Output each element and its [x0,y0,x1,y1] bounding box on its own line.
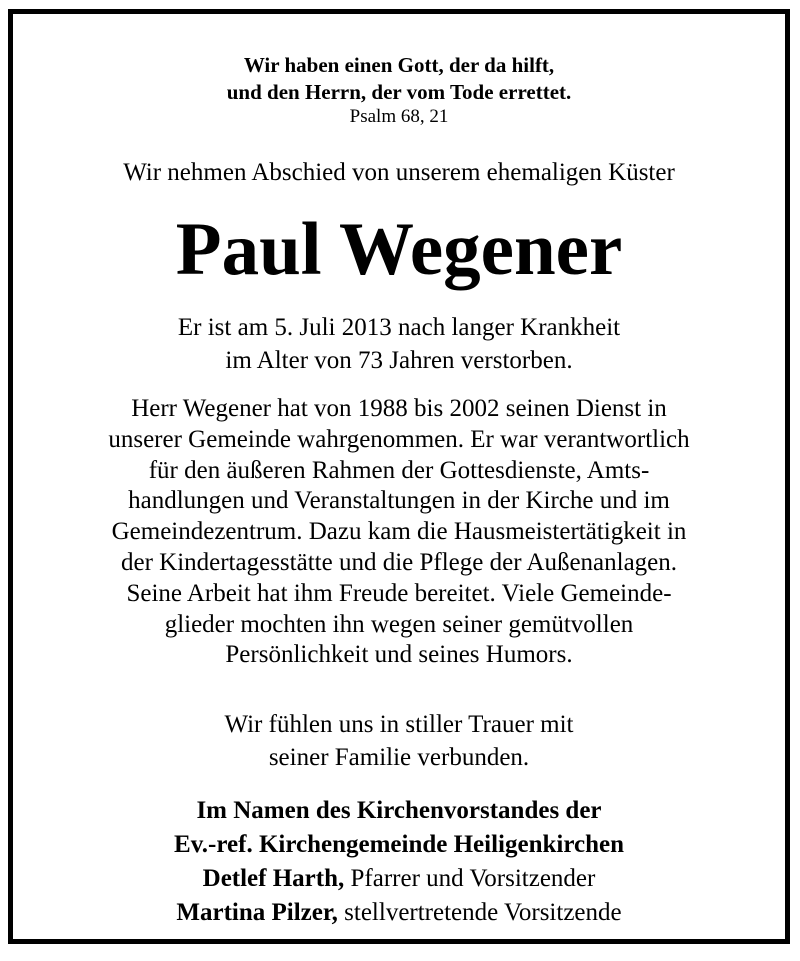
biography-line: Persönlichkeit und seines Humors. [225,641,573,669]
signer-1 [13,862,785,896]
bible-verse [13,52,785,106]
biography-line: handlungen und Veranstaltungen in der Kirche und im [128,487,670,515]
biography-line: glieder mochten ihn wegen seiner gemütvollen [164,610,634,638]
obituary-frame [8,9,790,944]
biography-line: unserer Gemeinde wahrgenommen. Er war verantwortlich [108,425,690,453]
biography-line: Seine Arbeit hat ihm Freude bereitet. Viele Gemeinde- [126,579,672,607]
deceased-name: Paul Wegener [175,208,623,291]
signature-block [13,794,785,930]
condolence [13,708,785,774]
farewell-intro: Wir nehmen Abschied von unserem ehemaligen Küster [123,159,675,186]
death-notice-line-2: im Alter von 73 Jahren verstorben. [225,347,573,374]
biography [13,394,785,671]
bible-verse-line-1: Wir haben einen Gott, der da hilft, [243,53,555,77]
condolence-line-2: seiner Familie verbunden. [268,744,530,771]
signer-2-role: stellvertretende Vorsitzende [337,899,622,926]
signer-1-role: Pfarrer und Vorsitzender [344,865,596,892]
signature-line-2: Ev.-ref. Kirchengemeinde Heiligenkirchen [174,831,624,858]
signer-2 [13,896,785,930]
condolence-line-1: Wir fühlen uns in stiller Trauer mit [224,711,574,738]
biography-line: Herr Wegener hat von 1988 bis 2002 seinen Dienst in [131,395,667,422]
bible-verse-source: Psalm 68, 21 [349,106,449,127]
death-notice-line-1: Er ist am 5. Juli 2013 nach langer Krankheit [177,314,621,341]
signer-2-name: Martina Pilzer, [176,899,338,926]
biography-line: der Kindertagesstätte und die Pflege der Außenanlagen. [120,548,678,576]
biography-line: Gemeindezentrum. Dazu kam die Hausmeistertätigkeit in [111,518,687,546]
signer-1-name: Detlef Harth, [202,865,345,892]
signature-line-1: Im Namen des Kirchenvorstandes der [196,797,602,824]
biography-line: für den äußeren Rahmen der Gottesdienste, Amts- [148,456,650,484]
death-notice [13,311,785,377]
bible-verse-line-2: und den Herrn, der vom Tode errettet. [226,80,572,104]
